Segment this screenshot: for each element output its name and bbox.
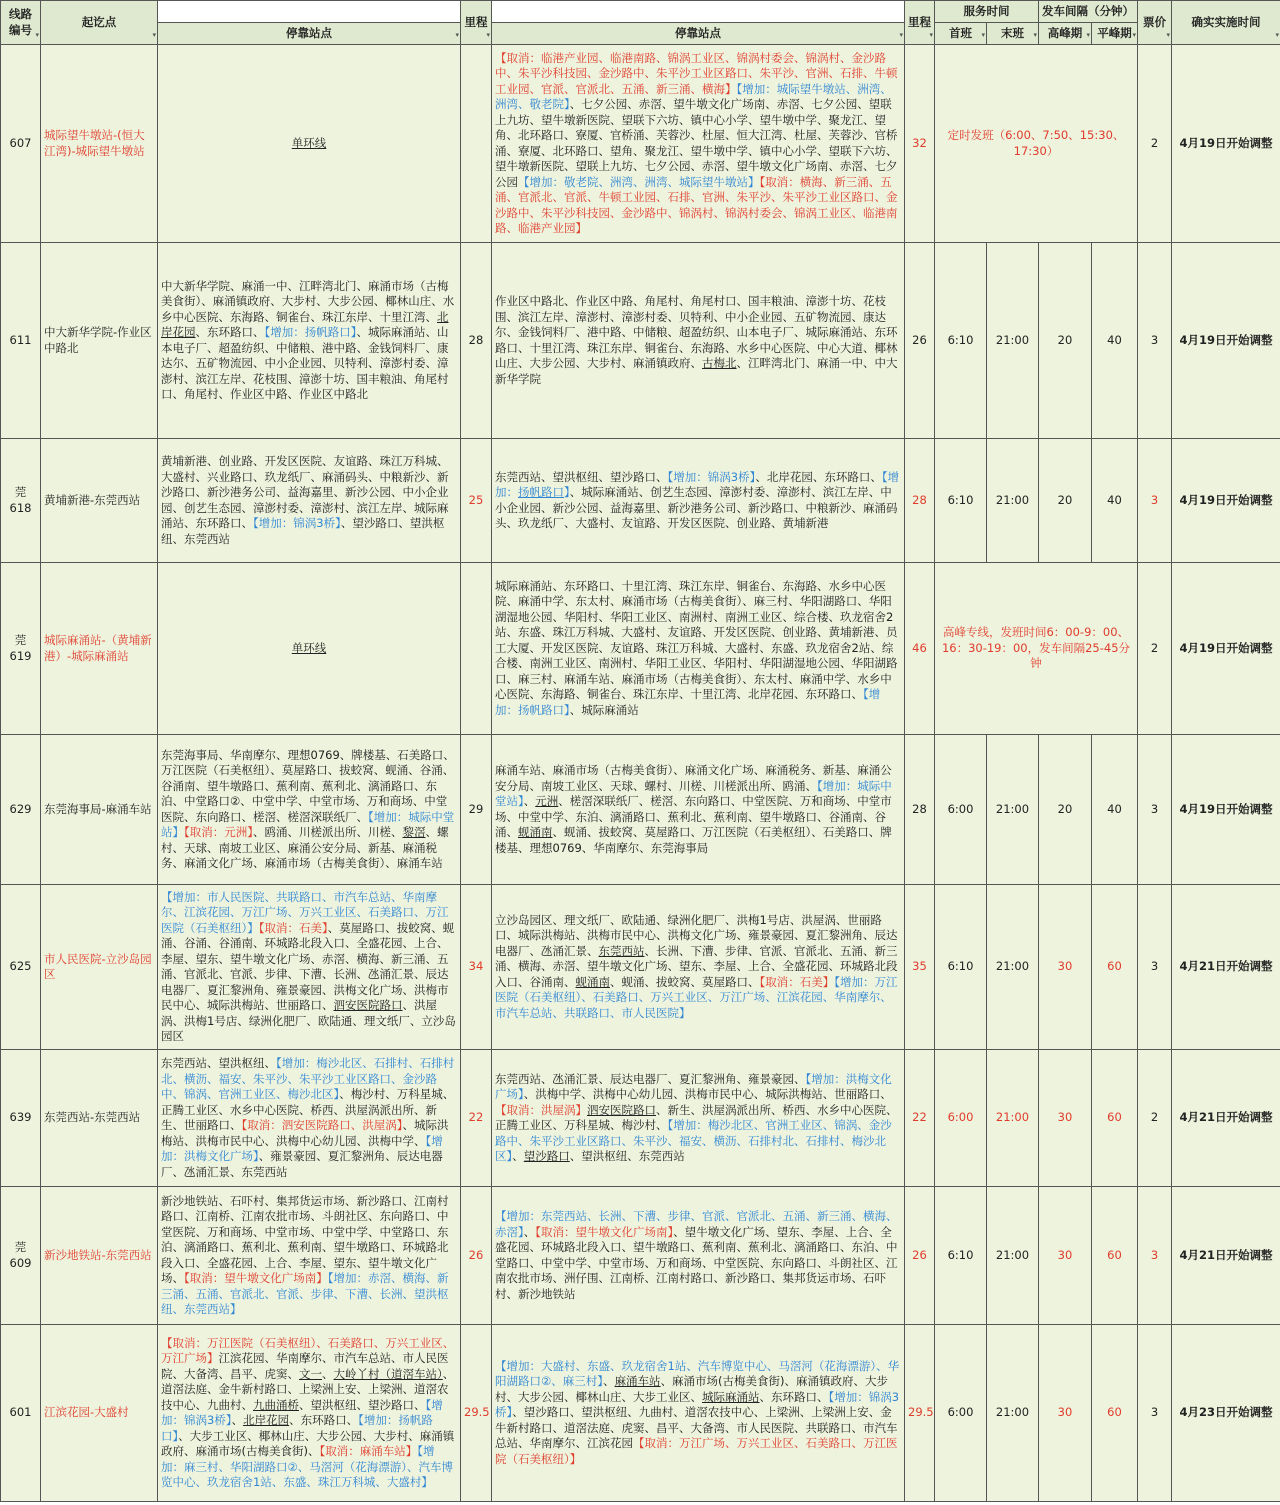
interval-peak[interactable]: 30 xyxy=(1039,885,1092,1050)
distance-return[interactable]: 46 xyxy=(905,563,935,735)
stop-segment: 新沙地铁站、石吓村、集邦货运市场、新沙路口、江南村路口、江南桥、江南农批市场、斗朗社区、东向路口、中堂医院、万和商场、中堂市场、中堂中学、中堂路口、东泊、漓涌路口、蕉利北、蕉利南、望牛墩路口、环城路北段入口、全盛花园、上合、李屋、望东、望牛墩文化广场、 xyxy=(161,1193,449,1285)
stop-segment: 北岸花园 xyxy=(161,309,449,339)
distance-outbound[interactable]: 29.5 xyxy=(461,1325,492,1502)
route-endpoints[interactable]: 东莞西站-东莞西站 xyxy=(41,1050,158,1187)
stop-segment: 、七夕公园、赤滘、望牛墩文化广场南、赤滘、七夕公园、望联上九坊、望牛墩新医院、望联下六坊、镇中心小学、望牛墩中学、聚龙江、望角、北环路口、寮厦、官桥涌、芙蓉沙、杜屋、恒大江湾、杜屋、芙蓉沙、官桥涌、寮厦、北环路口、望角、聚龙江、望牛墩中学、镇中心小学、望联下六坊、望牛墩新医院、望联上九坊、七夕公园、赤滘、望牛墩文化广场南、赤滘、七夕公园 xyxy=(495,97,898,189)
header-distance-out[interactable]: 里程 ▾ xyxy=(461,1,492,45)
header-blank xyxy=(158,1,461,23)
distance-outbound[interactable]: 29 xyxy=(461,735,492,885)
stops-return[interactable] xyxy=(492,1050,905,1187)
route-code[interactable]: 629 xyxy=(1,735,41,885)
stop-segment: 、东环路口、 xyxy=(759,1389,829,1404)
header-interval: 发车间隔（分钟） xyxy=(1039,1,1138,23)
stop-segment: 【增加：洪梅文化广场】 xyxy=(495,1071,892,1101)
header-code[interactable]: 线路编号 ▾ xyxy=(1,1,41,45)
stop-segment: 单环线 xyxy=(291,640,327,655)
stop-segment: 中大新华学院、麻涌一中、江畔湾北门、麻涌市场（古梅美食街）、麻涌镇政府、大步村、大步公园、椰林山庄、水乡中心医院、东海路、铜雀台、珠江东岸、十里江湾、 xyxy=(161,278,455,324)
stop-segment: 【取消：泗安医院路口、洪屋涡】 xyxy=(241,1118,403,1132)
header-blank xyxy=(492,1,905,23)
stop-segment: 【增加：东莞西站、长洲、下漕、步律、官派、官派北、五涌、新三涌、横海、赤滘】 xyxy=(495,1209,898,1239)
distance-outbound[interactable]: 22 xyxy=(461,1050,492,1187)
stop-segment: 、城际麻涌站、山本电子厂、超盈纺织、中储粮、港中路、金钱饲料厂、康达尔、五矿物流园、中小企业园、贝特利、漳澎村委、漳澎村、滨江左岸、花枝围、漳澎十坊、国丰粮油、角尾村口、角尾村、作业区中路、作业区中路北 xyxy=(161,325,449,401)
route-endpoints[interactable]: 城际麻涌站-（黄埔新港）-城际麻涌站 xyxy=(41,563,158,735)
stop-segment: 【增加：城际中堂站】 xyxy=(161,809,455,839)
effective-date[interactable]: 4月19日开始调整 xyxy=(1172,563,1280,735)
fare[interactable]: 3 xyxy=(1138,735,1172,885)
first-bus[interactable]: 6:10 xyxy=(935,885,987,1050)
stop-segment: 、东环路口、 xyxy=(195,325,265,339)
stop-segment: 东莞西站、望洪枢纽、 xyxy=(161,1056,276,1070)
stop-segment: 【增加：市人民医院、共联路口、市汽车总站、华南摩尔、江滨花园、万江广场、万兴工业区、石美路口、万江医院（石美枢纽）】 xyxy=(161,889,449,935)
table-row xyxy=(1,1325,1280,1502)
table-row xyxy=(1,563,1280,735)
stop-segment: 、城际麻涌站 xyxy=(569,702,639,717)
distance-return[interactable]: 22 xyxy=(905,1050,935,1187)
stop-segment: 【增加：锦涡3桥】 xyxy=(495,1389,900,1420)
filter-icon[interactable]: ▾ xyxy=(929,30,933,39)
stop-segment: 、望牛墩文化广场、望东、李屋、上合、全盛花园、环城路北段入口、望牛墩路口、蕉利南、蕉利北、漓涌路口、东泊、中堂路口、中堂中学、中堂市场、万和商场、中堂医院、东向路口、斗朗社区、江南农批市场、洲仔围、江南桥、江南村路口、新沙路口、集邦货运市场、石吓村、新沙地铁站 xyxy=(495,1224,898,1301)
filter-icon[interactable]: ▾ xyxy=(35,30,39,39)
route-code[interactable]: 639 xyxy=(1,1050,41,1187)
stops-outbound[interactable] xyxy=(158,439,461,563)
interval-peak[interactable]: 20 xyxy=(1039,243,1092,439)
stop-segment: 麻涌车站 xyxy=(614,1374,661,1389)
filter-icon[interactable]: ▾ xyxy=(1275,30,1279,39)
stop-segment: 【增加：锦涡3桥】 xyxy=(667,469,756,484)
stop-segment: 、北岸花园、东环路口、 xyxy=(755,469,882,484)
stop-segment: 、洪梅中学、洪梅中心幼儿园、洪梅市民中心、城际洪梅站、世丽路口、 xyxy=(523,1087,892,1101)
stop-segment: 、莫屋路口、拔蛟窝、蚬涌、谷涌、谷涌南、环城路北段入口、全盛花园、上合、李屋、望东、望牛墩文化广场、赤滘、横海、新三涌、五涌、官派北、官派、步律、下漕、长洲、氹涌汇景、辰达电器厂、夏汇黎洲角、雍景豪园、洪梅文化广场、洪梅市民中心、城际洪梅站、世丽路口、 xyxy=(161,920,455,1012)
effective-date[interactable]: 4月21日开始调整 xyxy=(1172,885,1280,1050)
fare[interactable]: 3 xyxy=(1138,1187,1172,1325)
distance-outbound[interactable] xyxy=(461,563,492,735)
last-bus[interactable]: 21:00 xyxy=(987,1050,1039,1187)
first-bus[interactable]: 6:10 xyxy=(935,243,987,439)
stop-segment: 【增加：梅沙北区、官洲工业区、锦涡、金沙路中、朱平沙工业区路口、朱平沙、福安、横沥、石排村北、石排村、梅沙北区】 xyxy=(495,1118,892,1163)
header-peak[interactable]: 高峰期 ▾ xyxy=(1039,23,1092,45)
header-first[interactable]: 首班 ▾ xyxy=(935,23,987,45)
interval-offpeak[interactable]: 60 xyxy=(1092,1187,1138,1325)
last-bus[interactable]: 21:00 xyxy=(987,1325,1039,1502)
header-endpoints[interactable]: 起讫点 ▾ xyxy=(41,1,158,45)
stop-segment: 【取消：横海、新三涌、五涌、官派北、官派、牛顿工业园、石排、官洲、朱平沙、朱平沙工业区路口、金沙路中、朱平沙科技园、金沙路中、锦涡村、锦涡村委会、锦涡工业区、临港南路、临港产业园】 xyxy=(495,174,898,235)
stop-segment: 【增加：城际望牛墩站、洲湾、洲湾、敬老院】 xyxy=(495,81,892,111)
route-endpoints[interactable]: 新沙地铁站-东莞西站 xyxy=(41,1187,158,1325)
distance-return[interactable]: 28 xyxy=(905,439,935,563)
filter-icon[interactable]: ▾ xyxy=(1132,30,1136,39)
filter-icon[interactable]: ▾ xyxy=(455,30,459,39)
stop-segment: 、梅沙村、万科星城、正腾工业区、水乡中心医院、桥西、洪屋涡派出所、新生、世丽路口、 xyxy=(161,1087,455,1132)
filter-icon[interactable]: ▾ xyxy=(899,30,903,39)
stop-segment: 东莞海事局、华南摩尔、理想0769、牌楼基、石美路口、万江医院（石美枢纽）、莫屋路口、拔蛟窝、蚬涌、谷涌、谷涌南、望牛墩路口、蕉利南、蕉利北、漓涌路口、东泊、中堂路口②、中堂中学、中堂市场、万和商场、中堂医院、东向路口、槎滘、槎滘深联纸厂、 xyxy=(161,747,455,824)
stop-segment: 【取消：石美】 xyxy=(258,920,328,935)
table-row xyxy=(1,735,1280,885)
stops-outbound[interactable] xyxy=(158,563,461,735)
route-endpoints[interactable]: 江滨花园-大盛村 xyxy=(41,1325,158,1502)
stops-return[interactable] xyxy=(492,1325,905,1502)
stop-segment: 望沙路口 xyxy=(523,1149,570,1163)
interval-offpeak[interactable]: 60 xyxy=(1092,1325,1138,1502)
header-stops-out[interactable]: 停靠站点 ▾ xyxy=(158,23,461,45)
filter-icon[interactable]: ▾ xyxy=(981,30,985,39)
stop-segment: 【取消：万江广场、万兴工业区、石美路口、万江医院（石美枢纽）】 xyxy=(495,1436,898,1466)
first-bus[interactable]: 6:00 xyxy=(935,1050,987,1187)
stop-segment: 【取消：洪屋涡】 xyxy=(495,1102,587,1117)
stop-segment: 大岭丫村 xyxy=(333,1366,380,1381)
stop-segment: 【增加：扬帆路口】 xyxy=(264,325,357,339)
stop-segment: 麻涌车站、麻涌市场（古梅美食街）、麻涌文化广场、麻涌税务、新基、麻涌公安分局、南坡工业区、天球、螺村、川槎、川槎派出所、鸥涌、 xyxy=(495,763,892,793)
stop-segment: 、洪屋涡、洪梅1号店、绿洲化肥厂、欧陆通、理文纸厂、立沙岛园区 xyxy=(161,998,456,1043)
interval-offpeak[interactable]: 40 xyxy=(1092,439,1138,563)
stop-segment: 元洲 xyxy=(535,794,559,808)
filter-icon[interactable]: ▾ xyxy=(486,30,490,39)
route-endpoints[interactable]: 黄埔新港-东莞西站 xyxy=(41,439,158,563)
stops-outbound[interactable] xyxy=(158,45,461,243)
stop-segment: 蚬涌南 xyxy=(518,825,553,839)
service-schedule[interactable]: 定时发班（6:00、7:50、15:30、17:30） xyxy=(935,45,1138,243)
stops-return[interactable] xyxy=(492,439,905,563)
stop-segment: 、城际麻涌站、创艺生态园、漳澎村委、漳澎村、滨江左岸、中小企业园、新沙公园、益海嘉里、新沙港务公司、新沙路口、中粮新沙、麻涌码头、玖龙纸厂、大盛村、友谊路、开发区医院、创业路、黄埔新港 xyxy=(495,485,898,530)
distance-return[interactable]: 32 xyxy=(905,45,935,243)
first-bus[interactable]: 6:00 xyxy=(935,1325,987,1502)
last-bus[interactable]: 21:00 xyxy=(987,735,1039,885)
route-code[interactable]: 625 xyxy=(1,885,41,1050)
stop-segment: 蚬涌南 xyxy=(575,974,610,989)
header-effective[interactable]: 确实实施时间 ▾ xyxy=(1172,1,1280,45)
stops-return[interactable] xyxy=(492,45,905,243)
filter-icon[interactable]: ▾ xyxy=(1033,30,1037,39)
stop-segment: 【取消：石美】 xyxy=(759,974,835,989)
stop-segment: 、江畔湾北门、麻涌一中、中大新华学院 xyxy=(495,356,898,386)
stop-segment: 文一 xyxy=(299,1366,322,1381)
fare[interactable]: 2 xyxy=(1138,563,1172,735)
stop-segment: 九曲涌桥 xyxy=(253,1397,299,1412)
route-code[interactable]: 莞619 xyxy=(1,563,41,735)
route-endpoints[interactable]: 中大新华学院-作业区中路北 xyxy=(41,243,158,439)
stop-segment: 【增加： xyxy=(495,469,900,499)
interval-offpeak[interactable]: 60 xyxy=(1092,885,1138,1050)
stop-segment: 立沙岛园区、理文纸厂、欧陆通、绿洲化肥厂、洪梅1号店、洪屋涡、世丽路口、城际洪梅站、洪梅市民中心、洪梅文化广场、雍景豪园、夏汇黎洲角、辰达电器厂、氹涌汇景、 xyxy=(495,912,898,958)
table-row xyxy=(1,439,1280,563)
stop-segment: 【取消：麻涌车站】 xyxy=(319,1444,418,1458)
stops-outbound[interactable] xyxy=(158,735,461,885)
stop-segment: 、麻涌市场(古梅美食街)、麻涌镇政府、大步村、大步公园、椰林山庄、大步工业区、 xyxy=(495,1374,889,1404)
stop-segment: 【取消：望牛墩文化广场南】 xyxy=(535,1224,674,1239)
stop-segment: 【增加：万江医院（石美枢纽）、石美路口、万兴工业区、万江广场、江滨花园、华南摩尔、市汽车总站、共联路口、市人民医院】 xyxy=(495,974,898,1020)
stops-return[interactable] xyxy=(492,243,905,439)
fare[interactable]: 2 xyxy=(1138,1050,1172,1187)
stop-segment: 城际麻涌站 xyxy=(702,1389,760,1404)
filter-icon[interactable]: ▾ xyxy=(1086,30,1090,39)
stop-segment: 、 xyxy=(523,1224,536,1239)
first-bus[interactable]: 6:00 xyxy=(935,735,987,885)
stop-segment: 、鸥涌、川槎派出所、川槎、 xyxy=(253,825,403,839)
stop-segment: 【取消：望牛墩文化广场南】 xyxy=(184,1271,328,1285)
stop-segment: 东莞西站 xyxy=(598,943,645,958)
interval-offpeak[interactable]: 40 xyxy=(1092,735,1138,885)
header-stops-back[interactable]: 停靠站点 ▾ xyxy=(492,23,905,45)
service-schedule[interactable]: 高峰专线，发班时间6：00-9：00、16：30-19：00，发车间隔25-45分钟 xyxy=(935,563,1138,735)
filter-icon[interactable]: ▾ xyxy=(152,30,156,39)
stop-segment: 【增加：敬老院、洲湾、洲湾、城际望牛墩站】 xyxy=(518,174,760,189)
stop-segment: 古梅北 xyxy=(702,356,737,370)
stops-outbound[interactable] xyxy=(158,1050,461,1187)
distance-outbound[interactable]: 26 xyxy=(461,1187,492,1325)
last-bus[interactable]: 21:00 xyxy=(987,243,1039,439)
stop-segment: 、 xyxy=(603,1374,615,1389)
effective-date[interactable]: 4月19日开始调整 xyxy=(1172,243,1280,439)
last-bus[interactable]: 21:00 xyxy=(987,1187,1039,1325)
stop-segment: 【增加：大盛村、东盛、玖龙宿舍1站、汽车博览中心、马滘河（花海漂游）、华阳湖路口②、麻三村】 xyxy=(495,1358,900,1389)
stop-segment: 单环线 xyxy=(291,135,327,150)
stops-outbound[interactable] xyxy=(158,243,461,439)
interval-offpeak[interactable]: 40 xyxy=(1092,243,1138,439)
stop-segment: 、东环路口、 xyxy=(289,1413,359,1427)
fare[interactable]: 3 xyxy=(1138,1325,1172,1502)
interval-offpeak[interactable]: 60 xyxy=(1092,1050,1138,1187)
stop-segment: 扬帆路口 xyxy=(518,485,564,499)
stop-segment: 、长洲、下漕、步律、官派、官派北、五涌、新三涌、横海、赤滘、望牛墩文化广场、望东、李屋、上合、全盛花园、环城路北段入口、谷涌南、 xyxy=(495,943,898,989)
table-row xyxy=(1,243,1280,439)
table-row xyxy=(1,1187,1280,1325)
distance-return[interactable]: 26 xyxy=(905,1187,935,1325)
stop-segment: 【增加：梅沙北区、石排村、石排村北、横沥、福安、朱平沙、朱平沙工业区路口、金沙路中、锦涡、官洲工业区、梅沙北区】 xyxy=(161,1056,455,1101)
route-code[interactable]: 611 xyxy=(1,243,41,439)
header-last[interactable]: 末班 ▾ xyxy=(987,23,1039,45)
effective-date[interactable]: 4月21日开始调整 xyxy=(1172,1187,1280,1325)
header-offpeak[interactable]: 平峰期 ▾ xyxy=(1092,23,1138,45)
stops-outbound[interactable] xyxy=(158,1325,461,1502)
stop-segment: 【增加：麻三村、华阳湖路口②、马滘河（花海漂游）、汽车博览中心、玖龙宿舍1站、东盛、珠江万科城、大盛村】 xyxy=(161,1444,454,1489)
interval-peak[interactable]: 20 xyxy=(1039,439,1092,563)
stop-segment: 、新生、洪屋涡派出所、桥西、水乡中心医院、正腾工业区、万科星城、梅沙村、 xyxy=(495,1102,898,1132)
first-bus[interactable]: 6:10 xyxy=(935,439,987,563)
stop-segment: 、城际洪梅站、洪梅市民中心、洪梅中心幼儿园、洪梅中学、 xyxy=(161,1118,449,1148)
table-row xyxy=(1,1050,1280,1187)
header-fare[interactable]: 票价 ▾ xyxy=(1138,1,1172,45)
stops-return[interactable] xyxy=(492,885,905,1050)
route-code[interactable]: 莞618 xyxy=(1,439,41,563)
stops-outbound[interactable] xyxy=(158,885,461,1050)
distance-return[interactable]: 28 xyxy=(905,735,935,885)
stop-segment: 、 xyxy=(322,1366,334,1381)
stop-segment: （道滘车站） xyxy=(379,1366,443,1381)
stop-segment: 【增加：锦涡3桥】 xyxy=(253,516,341,530)
effective-date[interactable]: 4月21日开始调整 xyxy=(1172,1050,1280,1187)
stop-segment: 、道滘法庭、金牛新村路口、上梁洲上安、上梁洲、道滘农技中心、九曲村、 xyxy=(161,1366,455,1412)
last-bus[interactable]: 21:00 xyxy=(987,439,1039,563)
stop-segment: 、望洪枢纽、东莞西站 xyxy=(569,1149,685,1163)
stop-segment: 【取消：临港产业园、临港南路、锦涡工业区、锦涡村委会、锦涡村、金沙路中、朱平沙科技园、金沙路中、朱平沙工业区路口、朱平沙、官洲、石排、牛顿工业园、官派、官派北、五涌、新三涌、横海】 xyxy=(495,50,898,96)
route-endpoints[interactable]: 市人民医院-立沙岛园区 xyxy=(41,885,158,1050)
interval-peak[interactable]: 30 xyxy=(1039,1187,1092,1325)
stop-segment: 【增加：锦涡3桥】 xyxy=(161,1397,443,1427)
stop-segment: 【增加：城际中堂站】 xyxy=(495,778,892,808)
stop-segment: 黎滘 xyxy=(402,825,426,839)
stops-outbound[interactable] xyxy=(158,1187,461,1325)
table-row xyxy=(1,45,1280,243)
stop-segment: 、蚬涌、拔蛟窝、莫屋路口、万江医院（石美枢纽）、石美路口、牌楼基、理想0769、华南摩尔、东莞海事局 xyxy=(495,825,892,855)
stop-segment: 东莞西站、氹涌汇景、辰达电器厂、夏汇黎洲角、雍景豪园、 xyxy=(495,1071,806,1086)
distance-return[interactable]: 26 xyxy=(905,243,935,439)
route-endpoints[interactable]: 东莞海事局-麻涌车站 xyxy=(41,735,158,885)
stop-segment: 泗安医院路口 xyxy=(333,998,403,1012)
stop-segment: 、大步工业区、椰林山庄、大步公园、大步村、麻涌镇政府、麻涌市场(古梅美食街)、 xyxy=(161,1428,455,1458)
stops-return[interactable] xyxy=(492,1187,905,1325)
stop-segment: 】 xyxy=(564,485,570,499)
effective-date[interactable]: 4月23日开始调整 xyxy=(1172,1325,1280,1502)
effective-date[interactable]: 4月19日开始调整 xyxy=(1172,45,1280,243)
last-bus[interactable]: 21:00 xyxy=(987,885,1039,1050)
interval-peak[interactable]: 30 xyxy=(1039,1325,1092,1502)
stop-segment: 、螺村、天球、南坡工业区、麻涌公安分局、新基、麻涌税务、麻涌文化广场、麻涌市场（古梅美食街）、麻涌车站 xyxy=(161,825,449,870)
effective-date[interactable]: 4月19日开始调整 xyxy=(1172,439,1280,563)
route-code[interactable]: 莞609 xyxy=(1,1187,41,1325)
effective-date[interactable]: 4月19日开始调整 xyxy=(1172,735,1280,885)
distance-outbound[interactable] xyxy=(461,45,492,243)
filter-icon[interactable]: ▾ xyxy=(1166,30,1170,39)
distance-outbound[interactable]: 28 xyxy=(461,243,492,439)
stop-segment: 【取消：元洲】 xyxy=(184,825,253,839)
stop-segment: 作业区中路北、作业区中路、角尾村、角尾村口、国丰粮油、漳澎十坊、花枝围、滨江左岸、漳澎村、漳澎村委、贝特利、中小企业园、五矿物流园、康达尔、金钱饲料厂、港中路、中储粮、超盈纺织、山本电子厂、城际麻涌站、东环路口、十里江湾、珠江东岸、铜雀台、东海路、水乡中心医院、中心大道、椰林山庄、大步公园、大步村、麻涌镇政府、 xyxy=(495,294,898,370)
header-distance-back[interactable]: 里程 ▾ xyxy=(905,1,935,45)
distance-return[interactable]: 29.5 xyxy=(905,1325,935,1502)
distance-outbound[interactable]: 25 xyxy=(461,439,492,563)
interval-peak[interactable]: 20 xyxy=(1039,735,1092,885)
fare[interactable]: 3 xyxy=(1138,243,1172,439)
stop-segment: 【增加：洪梅文化广场】 xyxy=(161,1133,443,1163)
stop-segment: 【取消：万江医院（石美枢纽）、石美路口、万兴工业区、万江广场】 xyxy=(161,1335,455,1365)
route-endpoints[interactable]: 城际望牛墩站-(恒大江湾)-城际望牛墩站 xyxy=(41,45,158,243)
stop-segment: 、望沙路口、望洪枢纽、东莞西站 xyxy=(161,516,445,546)
stop-segment: 、 xyxy=(523,794,536,808)
stop-segment: 、望洪枢纽、望沙路口、 xyxy=(299,1397,426,1412)
table-body xyxy=(1,45,1280,1502)
stop-segment: 、 xyxy=(231,1413,244,1427)
stop-segment: 【增加：赤滘、横海、新三涌、五涌、官派北、官派、步律、下漕、长洲、望洪枢纽、东莞西站】 xyxy=(161,1271,449,1316)
distance-return[interactable]: 35 xyxy=(905,885,935,1050)
stop-segment: 、望沙路口、望洪枢纽、九曲村、道滘农技中心、上梁洲、上梁洲上安、金牛新村路口、道滘法庭、虎窦、昌平、大备湾、市人民医院、共联路口、市汽车总站、华南摩尔、江滨花园 xyxy=(495,1405,898,1451)
header-service-time: 服务时间 xyxy=(935,1,1039,23)
fare[interactable]: 3 xyxy=(1138,885,1172,1050)
stop-segment: 东莞西站、望洪枢纽、望沙路口、 xyxy=(495,469,668,484)
route-code[interactable]: 607 xyxy=(1,45,41,243)
stop-segment: 、蚬涌、拔蛟窝、莫屋路口、 xyxy=(610,974,760,989)
stops-return[interactable] xyxy=(492,563,905,735)
table-row xyxy=(1,885,1280,1050)
route-code[interactable]: 601 xyxy=(1,1325,41,1502)
fare[interactable]: 2 xyxy=(1138,45,1172,243)
stop-segment: 、槎滘深联纸厂、槎滘、东向路口、中堂医院、万和商场、中堂市场、中堂中学、东泊、漓涌路口、蕉利北、蕉利南、望牛墩路口、谷涌南、谷涌、 xyxy=(495,794,892,839)
stop-segment: 北岸花园 xyxy=(243,1413,290,1427)
stop-segment: 【增加：扬帆路口】 xyxy=(161,1413,433,1443)
fare[interactable]: 3 xyxy=(1138,439,1172,563)
interval-peak[interactable]: 30 xyxy=(1039,1050,1092,1187)
stop-segment: 【增加：扬帆路口】 xyxy=(495,687,881,717)
stop-segment: 、雍景豪园、夏汇黎洲角、辰达电器厂、氹涌汇景、东莞西站 xyxy=(161,1149,443,1179)
stop-segment: 泗安医院路口 xyxy=(587,1102,656,1117)
stops-return[interactable] xyxy=(492,735,905,885)
stop-segment: 黄埔新港、创业路、开发区医院、友谊路、珠江万科城、大盛村、兴业路口、玖龙纸厂、麻涌码头、中粮新沙、新沙路口、新沙港务公司、益海嘉里、新沙公园、中小企业园、创艺生态园、漳澎村委、漳澎村、滨江左岸、城际麻涌站、东环路口、 xyxy=(161,454,449,530)
first-bus[interactable]: 6:10 xyxy=(935,1187,987,1325)
stop-segment: 、 xyxy=(512,1149,524,1163)
distance-outbound[interactable]: 34 xyxy=(461,885,492,1050)
stop-segment: 城际麻涌站、东环路口、十里江湾、珠江东岸、铜雀台、东海路、水乡中心医院、麻涌中学、东太村、麻涌市场（古梅美食街）、麻三村、华阳湖路口、华阳湖湿地公园、华阳村、华阳工业区、南洲村、南洲工业区、综合楼、玖龙宿舍2站、东盛、珠江万科城、大盛村、友谊路、开发区医院、创业路、黄埔新港、员工大厦、开发区医院、友谊路、珠江万科城、大盛村、东盛、玖龙宿舍2站、综合楼、南洲工业区、南洲村、华阳工业区、华阳村、华阳湖湿地公园、华阳湖路口、麻三村、麻涌车站、麻涌市场（古梅美食街）、东太村、麻涌中学、水乡中心医院、东海路、铜雀台、珠江东岸、十里江湾、北岸花园、东环路口、 xyxy=(495,578,898,702)
stop-segment: 江滨花园、华南摩尔、市汽车总站、市人民医院、大备湾、昌平、虎窦、 xyxy=(161,1351,449,1381)
